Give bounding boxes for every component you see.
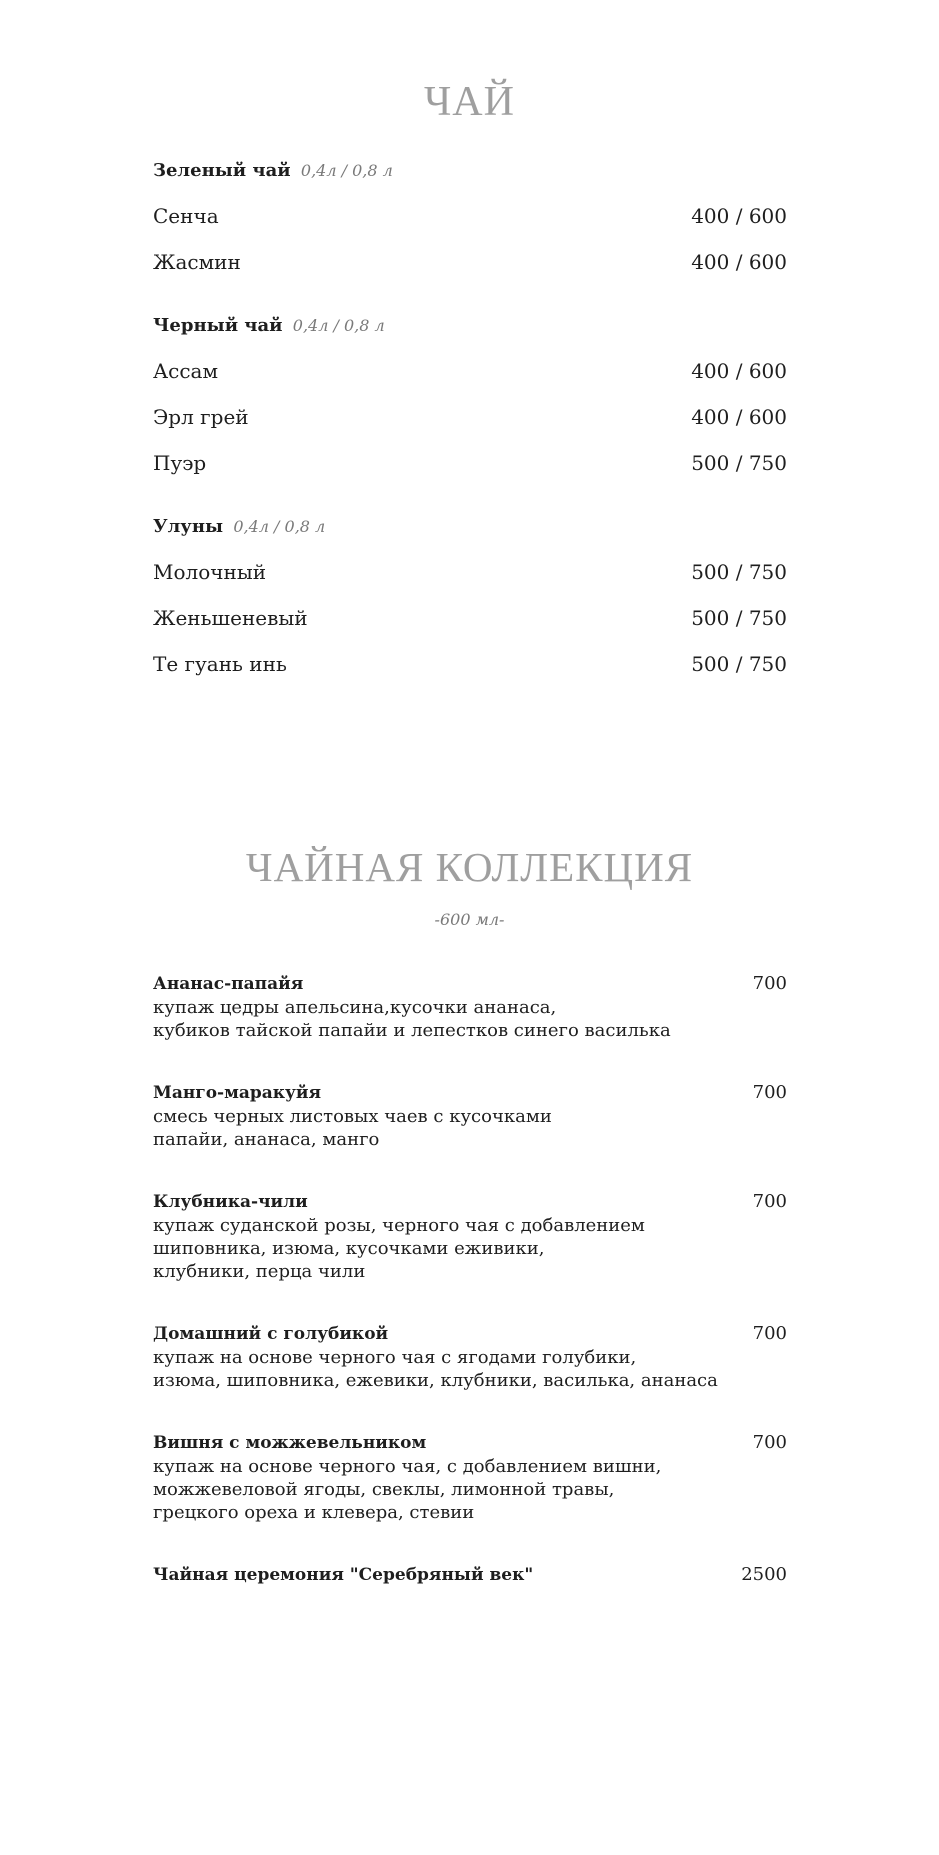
description-line: смесь черных листовых чаев с кусочками	[153, 1106, 552, 1127]
description-line: грецкого ореха и клевера, стевии	[153, 1502, 475, 1523]
menu-row	[153, 451, 787, 481]
item-price: 500 / 750	[691, 451, 787, 475]
item-price: 400 / 600	[691, 405, 787, 429]
item-name: Пуэр	[153, 451, 207, 475]
item-description	[153, 1346, 753, 1392]
item-name: Чайная церемония "Серебряный век"	[153, 1565, 534, 1585]
collection-item	[153, 1432, 787, 1524]
item-name: Эрл грей	[153, 405, 249, 429]
category-oolong	[153, 516, 325, 537]
description-line: изюма, шиповника, ежевики, клубники, василька, ананаса	[153, 1370, 718, 1391]
menu-row	[153, 560, 787, 590]
item-name: Молочный	[153, 560, 267, 584]
description-line: купаж цедры апельсина,кусочки ананаса,	[153, 997, 557, 1018]
category-volume: 0,4л / 0,8 л	[233, 517, 326, 536]
item-name: Те гуань инь	[153, 652, 287, 676]
tea-section-title: ЧАЙ	[424, 79, 515, 125]
collection-item	[153, 1082, 787, 1151]
item-description	[153, 1455, 753, 1524]
item-price: 500 / 750	[691, 652, 787, 676]
description-line: кубиков тайской папайи и лепестков синего василька	[153, 1020, 671, 1041]
collection-volume: -600 мл-	[434, 910, 505, 929]
category-name: Черный чай	[153, 315, 283, 336]
menu-row	[153, 359, 787, 389]
item-price: 700	[752, 1082, 787, 1103]
category-green-tea	[153, 160, 393, 181]
item-price: 400 / 600	[691, 359, 787, 383]
item-name: Домашний с голубикой	[153, 1324, 389, 1344]
item-description	[153, 996, 753, 1042]
collection-item	[153, 973, 787, 1042]
description-line: папайи, ананаса, манго	[153, 1129, 380, 1150]
item-description	[153, 1105, 753, 1151]
description-line: шиповника, изюма, кусочками еживики,	[153, 1238, 545, 1259]
menu-row	[153, 652, 787, 682]
collection-section-title: ЧАЙНАЯ КОЛЛЕКЦИЯ	[245, 844, 694, 890]
category-name: Улуны	[153, 516, 224, 537]
item-price: 400 / 600	[691, 250, 787, 274]
description-line: купаж на основе черного чая с ягодами голубики,	[153, 1347, 637, 1368]
item-description	[153, 1214, 753, 1283]
description-line: купаж на основе черного чая, с добавлением вишни,	[153, 1456, 662, 1477]
item-name: Сенча	[153, 204, 219, 228]
category-black-tea	[153, 315, 385, 336]
item-name: Клубника-чили	[153, 1192, 308, 1212]
collection-item	[153, 1191, 787, 1283]
description-line: можжевеловой ягоды, свеклы, лимонной травы,	[153, 1479, 615, 1500]
menu-row	[153, 204, 787, 234]
item-name: Жасмин	[153, 250, 241, 274]
item-price: 2500	[741, 1564, 787, 1585]
menu-row	[153, 250, 787, 280]
category-name: Зеленый чай	[153, 160, 291, 181]
menu-row	[153, 606, 787, 636]
item-name: Женьшеневый	[153, 606, 308, 630]
item-price: 700	[752, 973, 787, 994]
item-price: 700	[752, 1191, 787, 1212]
item-price: 500 / 750	[691, 606, 787, 630]
item-price: 400 / 600	[691, 204, 787, 228]
category-volume: 0,4л / 0,8 л	[300, 161, 393, 180]
item-name: Манго-маракуйя	[153, 1083, 322, 1103]
item-name: Ананас-папайя	[153, 974, 304, 994]
item-price: 700	[752, 1323, 787, 1344]
menu-row	[153, 405, 787, 435]
item-name: Ассам	[153, 359, 219, 383]
category-volume: 0,4л / 0,8 л	[292, 316, 385, 335]
item-price: 700	[752, 1432, 787, 1453]
item-name: Вишня с можжевельником	[153, 1433, 427, 1453]
item-price: 500 / 750	[691, 560, 787, 584]
description-line: клубники, перца чили	[153, 1261, 366, 1282]
collection-item	[153, 1323, 787, 1392]
collection-item-ceremony	[153, 1564, 787, 1587]
description-line: купаж суданской розы, черного чая с добавлением	[153, 1215, 645, 1236]
